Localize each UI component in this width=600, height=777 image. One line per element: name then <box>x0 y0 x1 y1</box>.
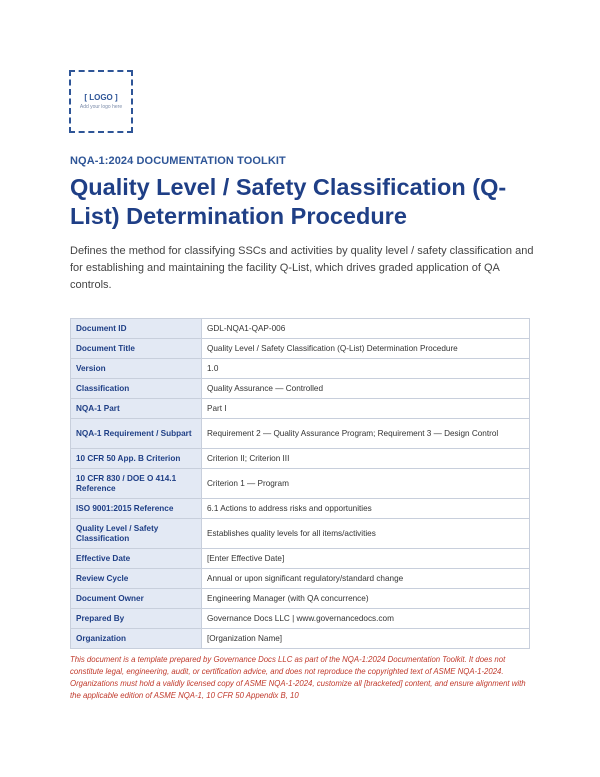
row-value: [Enter Effective Date] <box>202 549 530 569</box>
row-label: Classification <box>71 379 202 399</box>
row-label: Document ID <box>71 319 202 339</box>
row-label: NQA-1 Part <box>71 399 202 419</box>
row-label: Review Cycle <box>71 569 202 589</box>
row-label: 10 CFR 830 / DOE O 414.1 Reference <box>71 469 202 499</box>
row-label: Quality Level / Safety Classification <box>71 519 202 549</box>
document-metadata-table <box>70 318 530 649</box>
row-label: Prepared By <box>71 609 202 629</box>
row-value: GDL-NQA1-QAP-006 <box>202 319 530 339</box>
row-value: Engineering Manager (with QA concurrence) <box>202 589 530 609</box>
row-label: 10 CFR 50 App. B Criterion <box>71 449 202 469</box>
table-row <box>71 609 530 629</box>
row-label: Organization <box>71 629 202 649</box>
row-value: Quality Level / Safety Classification (Q-List) Determination Procedure <box>202 339 530 359</box>
row-label: ISO 9001:2015 Reference <box>71 499 202 519</box>
table-row <box>71 499 530 519</box>
row-value: [Organization Name] <box>202 629 530 649</box>
row-value: Requirement 2 — Quality Assurance Program; Requirement 3 — Design Control <box>202 419 530 449</box>
table-row <box>71 419 530 449</box>
row-label: Version <box>71 359 202 379</box>
logo-placeholder <box>69 70 133 133</box>
document-description: Defines the method for classifying SSCs and activities by quality level / safety classification and for establishing and maintaining the facility Q-List, which drives graded application of QA controls. <box>70 245 534 291</box>
row-value: Criterion II; Criterion III <box>202 449 530 469</box>
row-label: NQA-1 Requirement / Subpart <box>71 419 202 449</box>
row-value: Quality Assurance — Controlled <box>202 379 530 399</box>
row-value: 6.1 Actions to address risks and opportunities <box>202 499 530 519</box>
row-label: Document Owner <box>71 589 202 609</box>
row-value: Establishes quality levels for all items/activities <box>202 519 530 549</box>
table-row <box>71 399 530 419</box>
row-value: Governance Docs LLC | www.governancedocs.com <box>202 609 530 629</box>
row-label: Document Title <box>71 339 202 359</box>
toolkit-kicker: NQA-1:2024 DOCUMENTATION TOOLKIT <box>70 155 286 167</box>
table-row <box>71 589 530 609</box>
table-row <box>71 359 530 379</box>
table-row <box>71 549 530 569</box>
row-label: Effective Date <box>71 549 202 569</box>
row-value: Part I <box>202 399 530 419</box>
disclaimer-text: This document is a template prepared by Governance Docs LLC as part of the NQA-1:2024 Documentation Toolkit. It does not constitute legal, engineering, audit, or certification advice, and does not reproduce the copyrighted text of ASME NQA-1-2024. Organizations must hold a validly licensed copy of ASME NQA-1-2024, customize all [bracketed] content, and ensure alignment with the applicable edition of ASME NQA-1, 10 CFR 50 Appendix B, 10 <box>70 655 526 700</box>
row-value: 1.0 <box>202 359 530 379</box>
table-row <box>71 519 530 549</box>
table-row <box>71 319 530 339</box>
table-row <box>71 569 530 589</box>
table-row <box>71 379 530 399</box>
page-title: Quality Level / Safety Classification (Q-List) Determination Procedure <box>70 174 507 229</box>
logo-label: [ LOGO ] <box>84 92 118 102</box>
table-row <box>71 449 530 469</box>
table-row <box>71 469 530 499</box>
table-row <box>71 629 530 649</box>
row-value: Annual or upon significant regulatory/standard change <box>202 569 530 589</box>
table-row <box>71 339 530 359</box>
row-value: Criterion 1 — Program <box>202 469 530 499</box>
logo-sublabel: Add your logo here <box>79 103 123 110</box>
